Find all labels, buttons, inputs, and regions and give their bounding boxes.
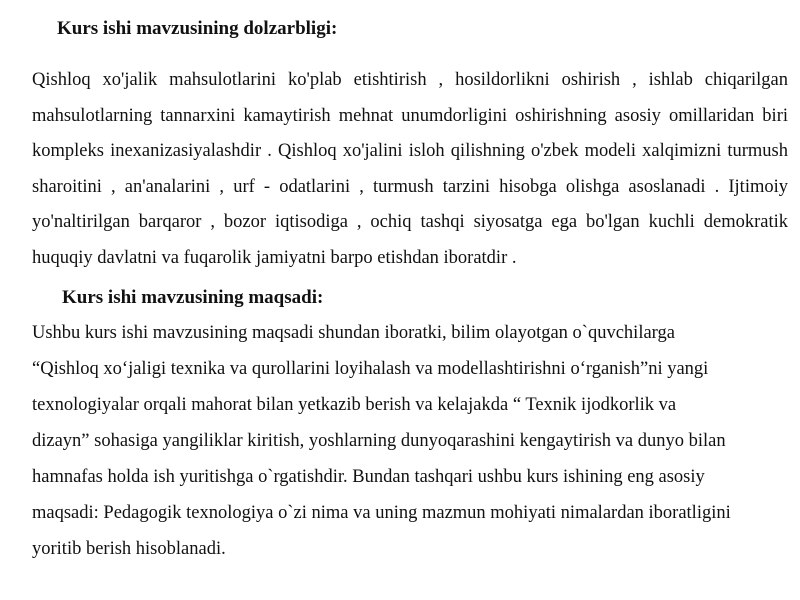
section-heading-purpose: Kurs ishi mavzusining maqsadi: [62, 287, 324, 308]
paragraph-line: texnologiyalar orqali mahorat bilan yetkazib berish va kelajakda “ Texnik ijodkorlik va [32, 395, 677, 415]
section-heading-relevance: Kurs ishi mavzusining dolzarbligi: [57, 18, 338, 39]
paragraph-line: dizayn” sohasiga yangiliklar kiritish, yoshlarning dunyoqarashini kengaytirish va dunyo bilan [32, 431, 726, 451]
paragraph-line: maqsadi: Pedagogik texnologiya o`zi nima va uning mazmun mohiyati nimalardan iboratligini [32, 503, 731, 523]
relevance-paragraph: Qishloq xo'jalik mahsulotlarini ko'plab etishtirish , hosildorlikni oshirish , ishlab chiqarilgan mahsulotlarning tannarxini kamaytirish mehnat unumdorligini oshirishning asosiy omillaridan biri kompleks inexanizasiyalashdir . Qishloq xo'jalini isloh qilishning o'zbek modeli xalqimizni turmush sharoitini , an'analarini , urf - odatlarini , turmush tarzini hisobga olishga asoslanadi . Ijtimoiy yo'naltirilgan barqaror , bozor iqtisodiga , ochiq tashqi siyosatga ega bo'lgan kuchli demokratik huquqiy davlatni va fuqarolik jamiyatni barpo etishdan iboratdir . [32, 70, 788, 268]
purpose-paragraph [32, 315, 792, 567]
paragraph-line: hamnafas holda ish yuritishga o`rgatishdir. Bundan tashqari ushbu kurs ishining eng asosiy [32, 467, 705, 487]
paragraph-line: “Qishloq xo‘jaligi texnika va qurollarini loyihalash va modellashtirishni o‘rganish”ni yangi [32, 359, 709, 379]
paragraph-line: Ushbu kurs ishi mavzusining maqsadi shundan iboratki, bilim olayotgan o`quvchilarga [32, 323, 675, 343]
paragraph-line: yoritib berish hisoblanadi. [32, 539, 226, 559]
